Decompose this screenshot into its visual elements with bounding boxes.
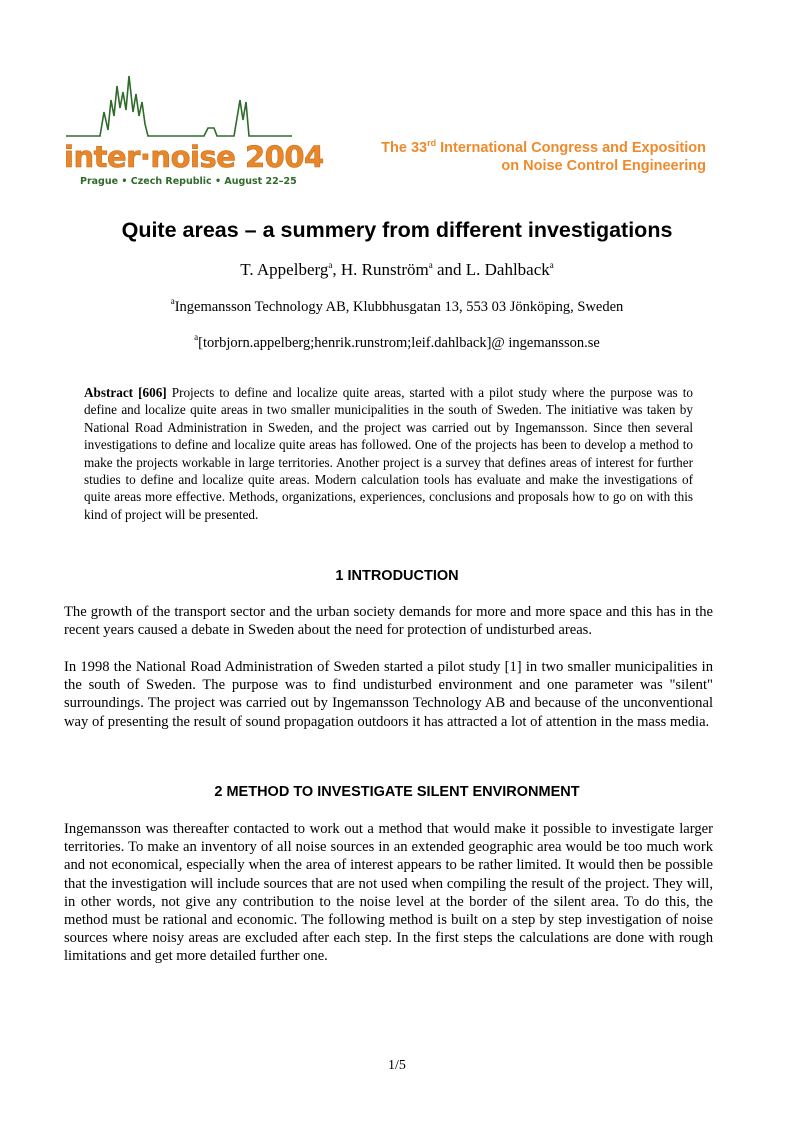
paragraph: In 1998 the National Road Administration of Sweden started a pilot study [1] in two smaller municipalities in the south of Sweden. The purpose was to find undisturbed environment and one parameter was "silent" surroundings. The project was carried out by Ingemansson Technology AB and because of the unconventional way of presenting the result of sound propagation outdoors it has attracted a lot of attention in the mass media. [64, 659, 713, 730]
congress-ordinal: rd [427, 138, 437, 148]
affiliation-mark: a [170, 296, 175, 306]
congress-prefix: The 33 [381, 140, 428, 156]
logo-subtitle: Prague • Czech Republic • August 22–25 [80, 176, 297, 187]
author-affil-mark: a [328, 260, 333, 270]
abstract-text: Projects to define and localize quite areas, started with a pilot study where the purpose was to define and localize quite areas in two smaller municipalities in the south of Sweden. The initiative was taken by National Road Administration in Sweden, and the project was carried out by Ingemansson. Since then several investigations to define and localize quite areas has followed. One of the projects has been to develop a method to make the projects workable in large territories. Another project is a survey that defines areas of interest for further studies to define and localize quite areas. Modern calculation tools has evaluate and make the investigations of quite areas more effective. Methods, organizations, experiences, conclusions and proposals how to go on with this kind of project will be presented. [84, 385, 693, 522]
author-name: L. Dahlback [465, 260, 550, 279]
affiliation-text: Ingemansson Technology AB, Klubbhusgatan 13, 553 03 Jönköping, Sweden [174, 299, 624, 315]
abstract [84, 384, 693, 523]
section-heading-introduction: 1 INTRODUCTION [335, 568, 459, 584]
prague-skyline-icon [64, 72, 294, 142]
email-mark: a [194, 332, 199, 342]
abstract-label: Abstract [606] [84, 385, 167, 400]
author-separator: and [432, 260, 466, 279]
section-heading-method: 2 METHOD TO INVESTIGATE SILENT ENVIRONMENT [214, 784, 580, 800]
author-name: H. Runström [340, 260, 429, 279]
paper-title: Quite areas – a summery from different investigations [121, 218, 673, 242]
congress-title [381, 139, 706, 175]
congress-line1: International Congress and Exposition [436, 140, 706, 156]
author-affil-mark: a [549, 260, 554, 270]
paragraph: The growth of the transport sector and the urban society demands for more and more space and this has in the recent years caused a debate in Sweden about the need for protection of undisturbed areas. [64, 604, 713, 639]
affiliation [0, 296, 794, 316]
author-name: T. Appelberg [240, 260, 329, 279]
author-affil-mark: a [428, 260, 433, 270]
page-number: 1/5 [388, 1058, 406, 1073]
congress-line2: on Noise Control Engineering [501, 158, 706, 174]
logo-wordmark: inter·noise 2004 [64, 140, 324, 174]
paragraph: Ingemansson was thereafter contacted to work out a method that would make it possible to investigate larger territories. To make an inventory of all noise sources in an extended geographic area would be too much work and not economical, especially when the area of interest appears to be rather limited. It would then be possible that the investigation will include sources that are not used when compiling the result of the project. They will, in other words, not give any contribution to the noise level at the border of the silent area. To do this, the method must be rational and economic. The following method is built on a step by step investigation of noise sources where noisy areas are excluded after each step. In the first steps the calculations are done with rough limitations and get more detailed further one. [64, 821, 713, 965]
author-list [0, 260, 794, 280]
author-separator: , [332, 260, 341, 279]
inter-noise-2004-logo [64, 72, 324, 190]
contact-email [0, 332, 794, 352]
email-text: [torbjorn.appelberg;henrik.runstrom;leif.dahlback]@ ingemansson.se [198, 335, 600, 351]
